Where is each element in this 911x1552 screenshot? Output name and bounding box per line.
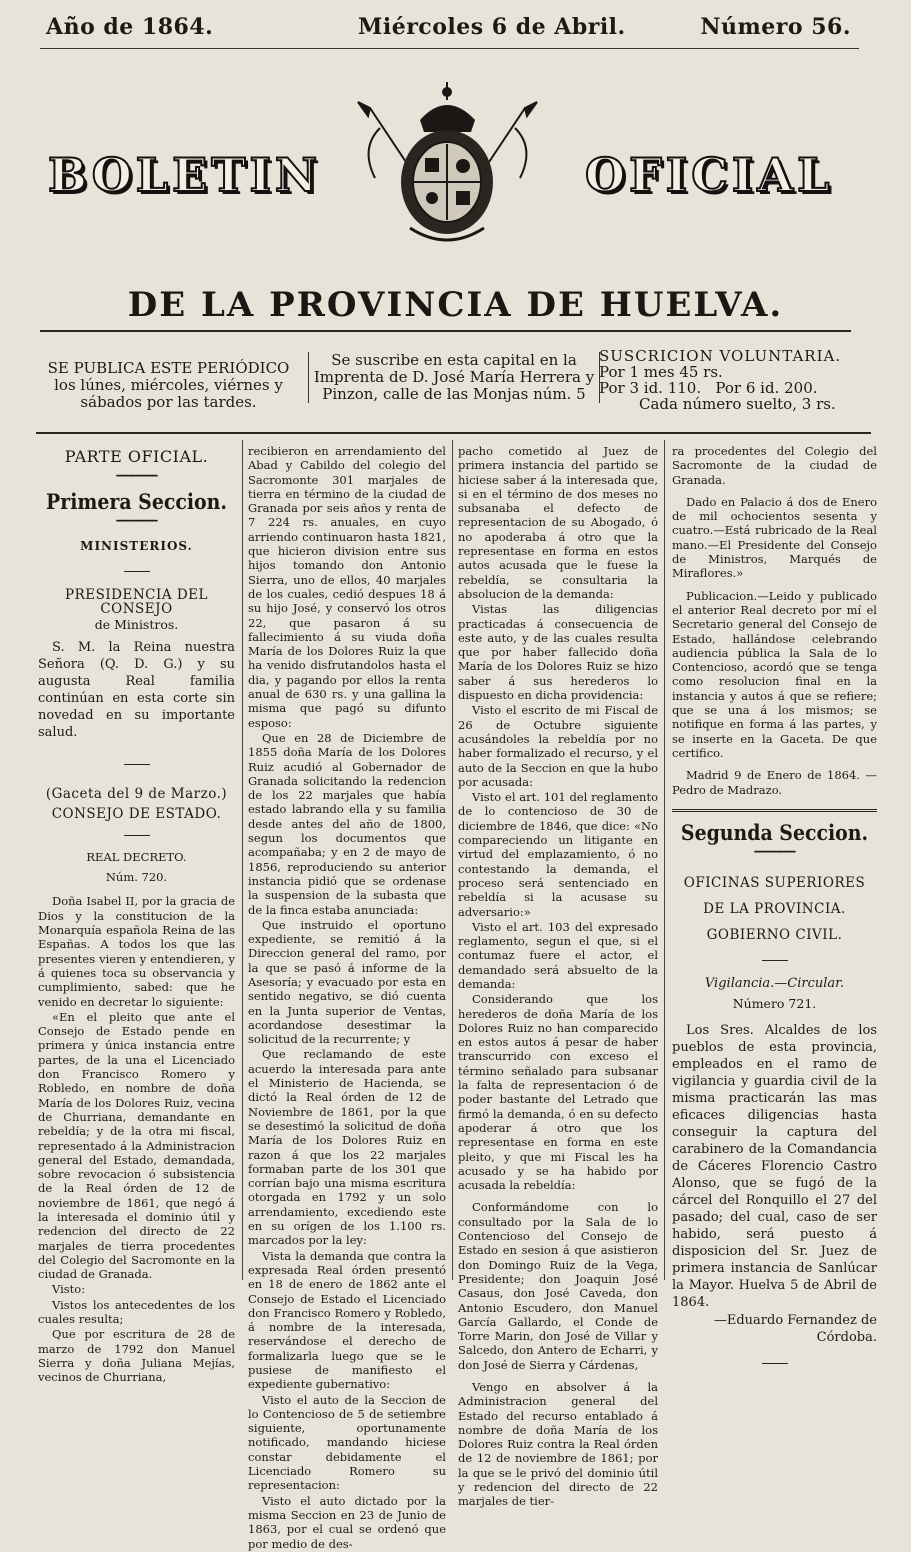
subheading: Número 721. — [732, 996, 817, 1012]
paragraph: Que reclamando de este acuerdo la interesada para ante el Ministerio de Hacienda, se dictó la Real órden de 12 de Noviembre de 1861, por la que se desestimó la solicitud de doña María de los Dolores Ruiz en razon á que los 22 marjales formaban parte de los 301 que corrían bajo una misma escritura otorgada en 1792 y un solo arrendamiento, excediendo este en su orígen de los 1.100 rs. marcados por la ley: — [248, 1047, 446, 1248]
separator — [38, 563, 235, 577]
ornament-rule: ━━━━━━━━ — [754, 847, 795, 859]
subscription-prices — [599, 348, 859, 412]
subheading: OFICINAS SUPERIORES DE LA PROVINCIA. — [683, 875, 866, 918]
dateline — [46, 14, 851, 48]
masthead-left: BOLETIN — [48, 148, 322, 202]
subheading: de Ministros. — [94, 617, 179, 633]
source-note: (Gaceta del 9 de Marzo.) — [45, 785, 228, 802]
paragraph: Doña Isabel II, por la gracia de Dios y la constitucion de la Monarquía española Reina de las Españas. A todos los que las presentes vieren y entendieren, y á quienes toca su observancia y cumplimiento, sabed: que he venido en decretar lo siguiente: — [38, 894, 235, 1009]
paragraph: Vistos los antecedentes de los cuales resulta; — [38, 1297, 235, 1327]
section-title: Segunda Seccion. — [680, 819, 869, 845]
separator — [672, 1356, 877, 1370]
paragraph: Conformándome con lo consultado por la Sala de lo Contencioso del Consejo de Estado en sesion á que asistieron don Domingo Ruiz de la Vega, Presidente; don Joaquin José Casaus, don José Caveda, don Antonio Escudero, don Manuel García Gallardo, el Conde de Torre Marin, don José de Villar y Salcedo, don Antero de Echarri, y don José de Sierra y Cárdenas, — [458, 1200, 658, 1372]
section-heading: PARTE OFICIAL. — [64, 447, 209, 466]
paragraph: ra procedentes del Colegio del Sacromonte de la ciudad de Granada. — [672, 444, 877, 487]
paragraph: Visto el escrito de mi Fiscal de 26 de Octubre siguiente acusándoles la rebeldía por no haber formalizado el recurso, y el auto de la Seccion en que la hubo por acusada: — [458, 703, 658, 789]
subheading: Vigilancia.—Circular. — [704, 976, 845, 992]
price-line-1: Por 1 mes 45 rs. — [599, 363, 723, 381]
masthead-subtitle: DE LA PROVINCIA DE HUELVA. — [127, 285, 784, 325]
paragraph: Vistas las diligencias practicadas á consecuencia de este auto, y de las cuales resulta que por haber fallecido doña María de los Dolores Ruiz se hizo saber á sus herederos lo dispuesto en dicha providencia: — [458, 602, 658, 703]
paragraph: Dado en Palacio á dos de Enero de mil ochocientos sesenta y cuatro.—Está rubricado de la Real mano.—El Presidente del Consejo de Ministros, Marqués de Miraflores.» — [672, 494, 877, 581]
paragraph: Visto: — [52, 1282, 86, 1297]
column-rule — [452, 440, 453, 1280]
section-rule — [672, 809, 877, 812]
paragraph: Vista la demanda que contra la expresada Real órden presentó en 18 de enero de 1862 ante el Consejo de Estado el Licenciado don Francisco Romero y Robledo, á nombre de la interesada, reservándose el derecho de formalizarla luego que se le pusiese de manifiesto el expediente gubernativo: — [248, 1248, 446, 1392]
subheading: CONSEJO DE ESTADO. — [51, 806, 222, 823]
column-2 — [248, 444, 446, 1552]
subscription-address: Se suscribe en esta capital en la Imprenta de D. José María Herrera y Pinzon, calle de las Monjas núm. 5 — [308, 352, 600, 403]
paragraph: Que por escritura de 28 de marzo de 1792 don Manuel Sierra y doña Juliana Mejías, vecinos de Churriana, — [38, 1327, 235, 1385]
info-rule — [36, 432, 871, 434]
issue-date: Miércoles 6 de Abril. — [358, 14, 626, 40]
info-band — [36, 344, 871, 424]
subheading: REAL DECRETO. — [86, 849, 187, 864]
column-rule — [242, 440, 243, 1280]
paragraph: Publicacion.—Leido y publicado el anterior Real decreto por mí el Secretario general del Consejo de Estado, hallándose celebrando audiencia pública la Sala de lo Contencioso, acordó que se tenga como resolucion final en la instancia y autos á que se refiere; que se una á los mismos; se notifique en forma á las partes, y se inserte en la Gaceta. De que certifico. — [672, 588, 877, 760]
paragraph: «En el pleito que ante el Consejo de Estado pende en primera y única instancia entre partes, de la una el Licenciado don Francisco Romero y Robledo, en nombre de doña María de los Dolores Ruiz, vecina de Churriana, demandante en rebeldía; y de la otra mi fiscal, representado á la Administracion general del Estado, demandada, sobre revocacion ó subsistencia de la Real órden de 12 de noviembre de 1861, que negó á la interesada el dominio útil y redencion del directo de 22 marjales de tierra procedentes del Colegio del Sacromonte en la ciudad de Granada. — [38, 1009, 235, 1282]
subheading: PRESIDENCIA DEL CONSEJO — [64, 586, 209, 618]
paragraph: Visto el art. 101 del reglamento de lo contencioso de 30 de diciembre de 1846, que dice: «No compareciendo un litigante en virtud del emplazamiento, ó no contestando la demanda, el proceso será sentenciado en rebeldía si la acusase su adversario:» — [458, 790, 658, 919]
column-3 — [458, 444, 658, 1510]
paragraph: S. M. la Reina nuestra Señora (Q. D. G.) y su augusta Real familia continúan en esta corte sin novedad en su importante salud. — [38, 639, 235, 740]
column-rule — [664, 440, 665, 1280]
subheading: GOBIERNO CIVIL. — [706, 927, 843, 944]
ornament-rule: ━━━━━━━━ — [116, 471, 157, 483]
paragraph: Los Sres. Alcaldes de los pueblos de esta provincia, empleados en el ramo de vigilancia y guardia civil de la misma practicarán las mas eficaces diligencias hasta conseguir la captura del carabinero de la Comandancia de Cáceres Florencio Castro Alonso, que se fugó de la cárcel del Ronquillo el 27 del pasado; del cual, caso de ser habido, será puesto á disposicion del Sr. Juez de primera instancia de Sanlúcar la Mayor. Huelva 5 de Abril de 1864. — [672, 1022, 877, 1310]
subscription-title: SUSCRICION VOLUNTARIA. — [599, 347, 842, 365]
paragraph: Que en 28 de Diciembre de 1855 doña María de los Dolores Ruiz acudió al Gobernador de Granada solicitando la redencion de los 22 marjales que había estado labrando ella y su familia desde antes del año de 1800, segun los documentos que acompañaba; y en 2 de mayo de 1856, reproduciendo su anterior instancia pidió que se ordenase la suspension de la subasta que de la finca estaba anunciada: — [248, 730, 446, 917]
paragraph: Visto el art. 103 del expresado reglamento, segun el que, si el contumaz fuere el actor, el demandado será absuelto de la demanda: — [458, 919, 658, 991]
masthead-right: OFICIAL — [585, 148, 834, 202]
paragraph: pacho cometido al Juez de primera instancia del partido se hiciese saber á la interesada que, si en el término de dos meses no subsanaba el defecto de representacion de su Abogado, ó no apoderaba á otro que la representase en forma en estos autos acusada que le fuese la rebeldía, se consultaria la absolucion de la demanda: — [458, 444, 658, 601]
issue-year: Año de 1864. — [46, 14, 214, 40]
ornament-rule: ━━━━━━━━ — [116, 515, 157, 527]
section-title: Primera Seccion. — [46, 488, 227, 514]
publication-schedule: SE PUBLICA ESTE PERIÓDICO los lúnes, miércoles, viérnes y sábados por las tardes. — [47, 359, 290, 411]
signature: Madrid 9 de Enero de 1864. —Pedro de Madrazo. — [672, 768, 877, 797]
royal-coat-of-arms-icon — [350, 78, 545, 248]
subheading: MINISTERIOS. — [80, 539, 193, 554]
separator — [38, 757, 235, 771]
separator — [672, 953, 877, 967]
subtitle-rule — [40, 330, 851, 332]
paragraph: Vengo en absolver á la Administracion general del Estado del recurso entablado á nombre de doña María de los Dolores Ruiz contra la Real órden de 12 de noviembre de 1861; por la que se le privó del dominio útil y redencion del directo de 22 marjales de tier- — [458, 1380, 658, 1509]
paragraph: Visto el auto dictado por la misma Seccion en 23 de Junio de 1863, por el cual se ordenó que por medio de des- — [248, 1493, 446, 1551]
price-line-2: Por 3 id. 110. Por 6 id. 200. — [599, 379, 818, 397]
price-line-3: Cada número suelto, 3 rs. — [639, 395, 836, 413]
paragraph: Considerando que los herederos de doña María de los Dolores Ruiz no han comparecido en estos autos á pesar de haber transcurrido con exceso el término señalado para subsanar la falta de representacion ó de poder bastante del Letrado que firmó la demanda, ó en su defecto apoderar á otro que los representase en forma en este pleito, y que mi Fiscal les ha acusado y se ha habido por acusada la rebeldía: — [458, 992, 658, 1193]
separator — [38, 828, 235, 842]
paragraph: recibieron en arrendamiento del Abad y Cabildo del colegio del Sacromonte 301 marjales de tierra en término de la ciudad de Granada por seis años y renta de 7 224 rs. anuales, en cuyo arriendo continuaron hasta 1821, que hicieron division entre sus hijos tomando don Antonio Sierra, uno de ellos, 40 marjales de los cuales, cedió despues 18 á su hijo José, y conservó los otros 22, que pasaron á su fallecimiento á su viuda doña María de los Dolores Ruiz la que ha venido disfrutandolos hasta el dia, y pagando por ellos la renta anual de 630 rs. y una gallina la misma que pagó su difunto esposo: — [248, 444, 446, 730]
signature: —Eduardo Fernandez de Córdoba. — [713, 1312, 877, 1345]
issue-number: Número 56. — [700, 14, 851, 40]
paragraph: Que instruido el oportuno expediente, se remitió á la Direccion general del ramo, por la que se pasó á informe de la Asesoría; y evacuado por esta en sentido negativo, se dió cuenta en la Junta superior de Ventas, acordandose desestimar la solicitud de la recurrente; y — [248, 917, 446, 1047]
column-4 — [672, 444, 877, 1380]
column-1 — [38, 444, 235, 1386]
subheading: Núm. 720. — [105, 870, 168, 885]
paragraph: Visto el auto de la Seccion de lo Contencioso de 5 de setiembre siguiente, oportunamente notificado, mandando hiciese constar debidamente el Licenciado Romero su representacion: — [248, 1392, 446, 1493]
top-rule — [40, 48, 859, 49]
